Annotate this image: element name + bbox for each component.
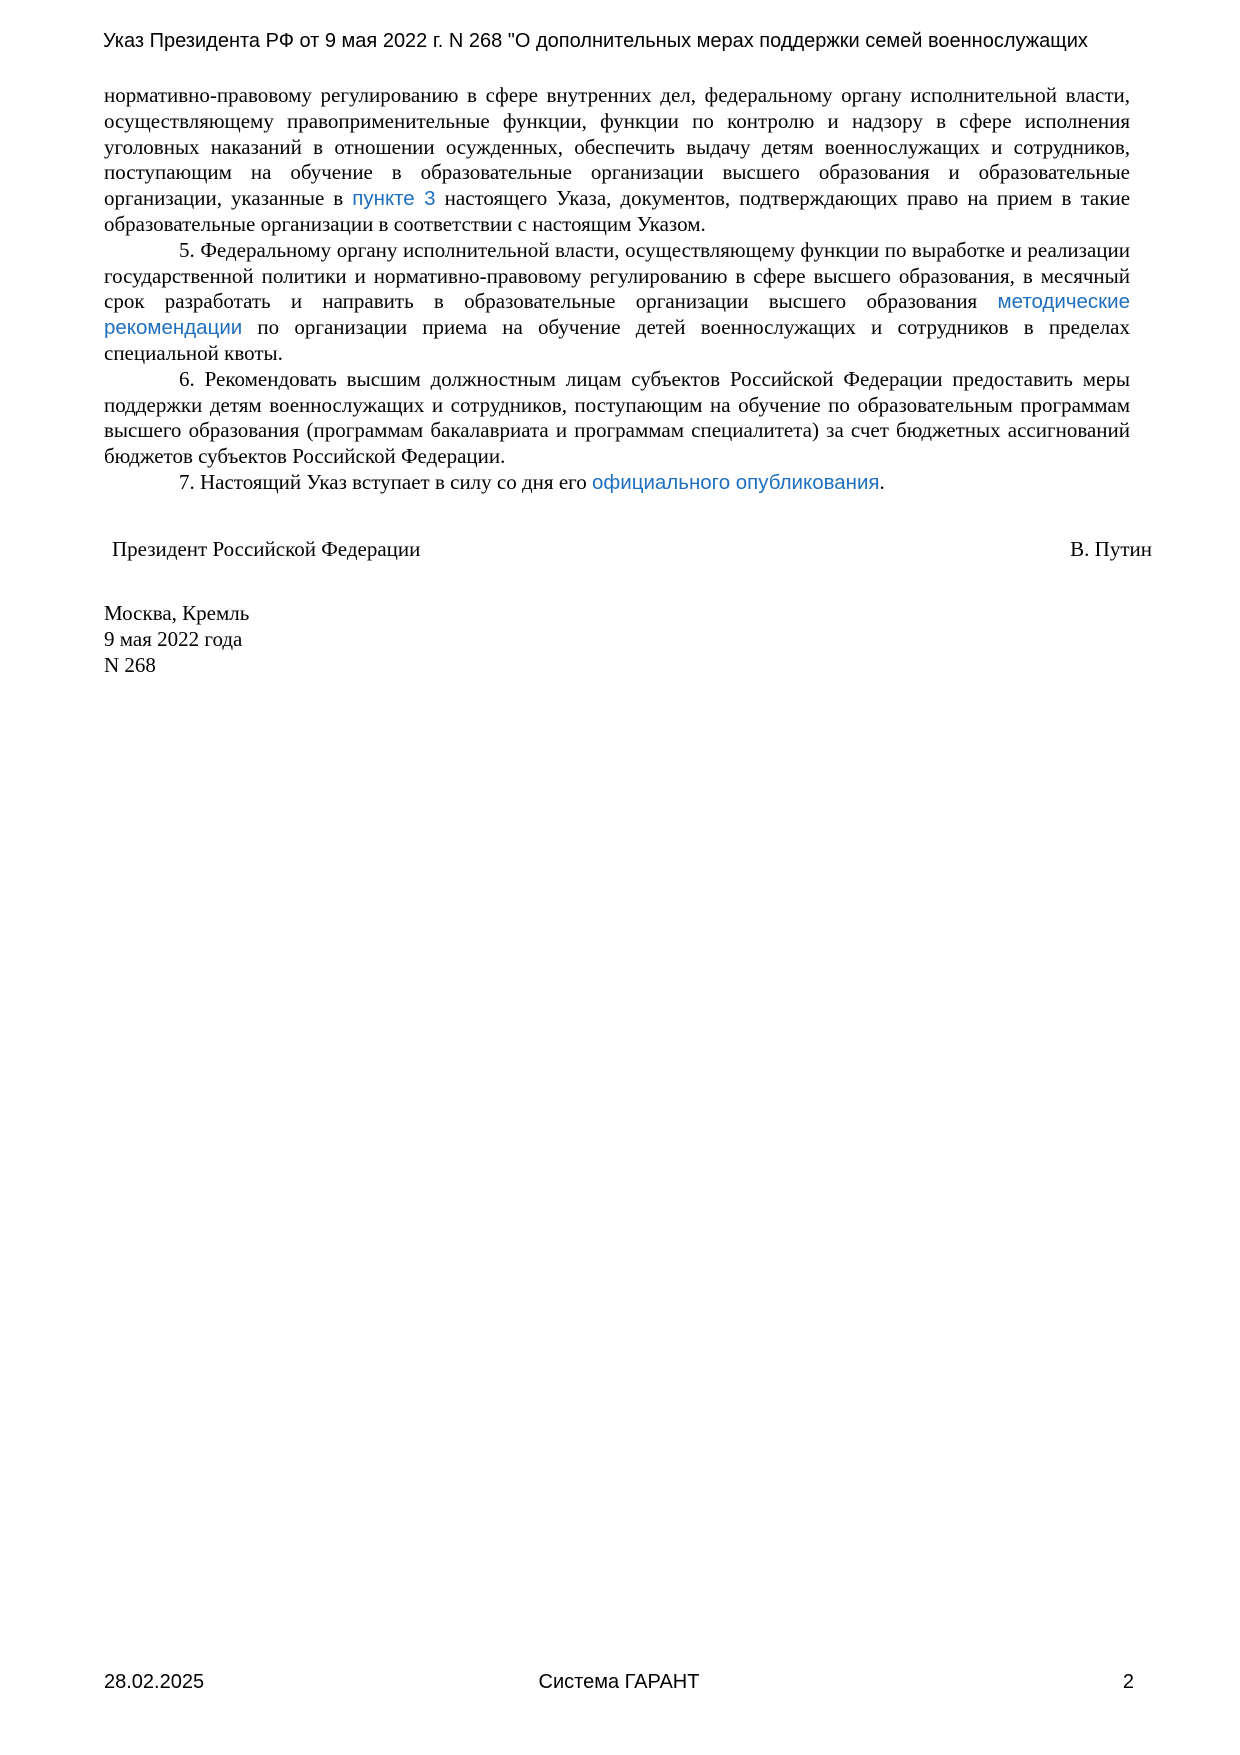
link-punkt-3[interactable]: пункте 3 — [352, 187, 436, 211]
paragraph-text: 7. Настоящий Указ вступает в силу со дня его — [179, 469, 592, 494]
paragraph-7 — [104, 470, 1130, 496]
signature-block — [112, 537, 1152, 562]
decree-number: N 268 — [104, 653, 156, 677]
paragraph-text: настоящего Указа, документов, подтверждающих право на прием в такие образовательные организации в соответствии с настоящим Указом. — [104, 186, 1131, 236]
place-city: Москва, Кремль — [104, 601, 250, 625]
page-number: 2 — [1122, 1671, 1134, 1693]
paragraph-text: нормативно-правовому регулированию в сфере внутренних дел, федеральному органу исполнительной власти, осуществляющему правоприменительные функции, функции по контролю и надзору в сфере исполнения уголовных наказаний в отношении осужденных, обеспечить выдачу детям военнослужащих и сотрудников, поступающим на обучение в образовательные организации высшего образования и образовательные организации, указанные в — [104, 83, 1130, 211]
paragraph-text: по организации приема на обучение детей военнослужащих и сотрудников в пределах специальной квоты. — [104, 315, 1130, 365]
paragraph-text: . — [879, 469, 885, 494]
paragraph-6: 6. Рекомендовать высшим должностным лицам субъектов Российской Федерации предоставить меры поддержки детям военнослужащих и сотрудников, поступающим на обучение по образовательным программам высшего образования (программам бакалавриата и программам специалитета) за счет бюджетных ассигнований бюджетов субъектов Российской Федерации. — [104, 366, 1130, 469]
signatory-name: В. Путин — [1070, 537, 1152, 561]
signatory-position: Президент Российской Федерации — [112, 537, 421, 561]
link-official-publication[interactable]: официального опубликования — [591, 470, 880, 494]
paragraph-text: 5. Федеральному органу исполнительной власти, осуществляющему функции по выработке и реализации государственной политики и нормативно-правовому регулированию в сфере высшего образования, в месячный срок разработать и направить в образовательные организации высшего образования — [104, 237, 1130, 314]
footer-system-name: Система ГАРАНТ — [538, 1671, 700, 1693]
decree-date: 9 мая 2022 года — [104, 627, 243, 651]
footer-date: 28.02.2025 — [104, 1671, 205, 1693]
paragraph-continuation — [104, 83, 1130, 238]
document-body — [104, 83, 1130, 496]
place-date-block — [104, 600, 249, 678]
page-footer — [104, 1671, 1134, 1697]
document-header: Указ Президента РФ от 9 мая 2022 г. N 268 "О дополнительных мерах поддержки семей военнослужащих — [103, 30, 1088, 52]
link-methodical-recommendations[interactable]: методические рекомендации — [104, 290, 1130, 340]
paragraph-5 — [104, 238, 1130, 367]
